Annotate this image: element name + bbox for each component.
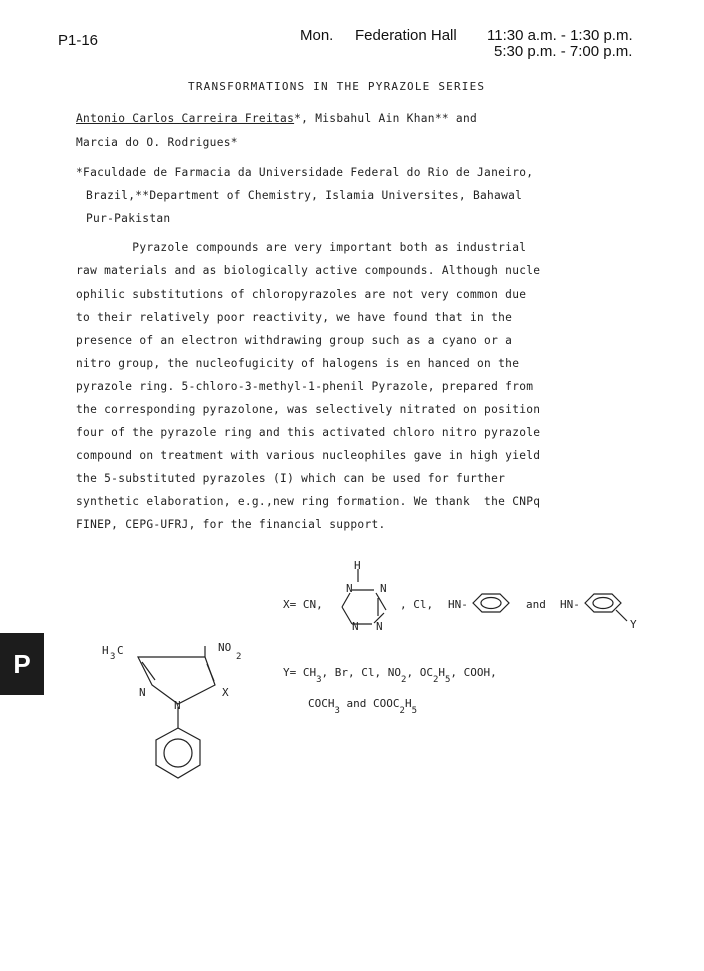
pyrazole-ring bbox=[138, 657, 215, 704]
y-substituent: Y bbox=[630, 618, 637, 631]
abstract-line: FINEP, CEPG-UFRJ, for the financial support. bbox=[76, 518, 386, 531]
phenyl-ring-1 bbox=[473, 594, 509, 612]
methyl-c: C bbox=[117, 644, 124, 657]
x-prefix: X= CN, bbox=[283, 598, 323, 611]
abstract-line: synthetic elaboration, e.g.,new ring formation. We thank the CNPq bbox=[76, 495, 541, 508]
x-and: and bbox=[526, 598, 546, 611]
triazole-n: N bbox=[380, 582, 387, 595]
authors-line-1 bbox=[76, 112, 477, 125]
triazole-n: N bbox=[352, 620, 359, 633]
triazole-n: N bbox=[346, 582, 353, 595]
x-hn: HN- bbox=[448, 598, 468, 611]
session-code: P1-16 bbox=[58, 32, 99, 49]
phenyl-ring-n bbox=[156, 728, 200, 778]
abstract-line: the 5-substituted pyrazoles (I) which can be used for further bbox=[76, 472, 506, 485]
abstract-line: four of the pyrazole ring and this activated chloro nitro pyrazole bbox=[76, 426, 541, 439]
x-hn-2: HN- bbox=[560, 598, 580, 611]
triazole-ring bbox=[342, 569, 386, 624]
paper-title: TRANSFORMATIONS IN THE PYRAZOLE SERIES bbox=[188, 80, 486, 93]
co-authors: *, Misbahul Ain Khan** and bbox=[294, 112, 478, 125]
session-time-1: 11:30 a.m. - 1:30 p.m. bbox=[487, 27, 633, 44]
x-cl: , Cl, bbox=[400, 598, 434, 611]
ring-n-left: N bbox=[139, 686, 146, 699]
session-venue: Federation Hall bbox=[355, 27, 457, 44]
abstract-line: presence of an electron withdrawing group such as a cyano or a bbox=[76, 334, 513, 347]
first-author: Antonio Carlos Carreira Freitas bbox=[76, 112, 295, 125]
reaction-scheme bbox=[0, 550, 704, 810]
nitro-no: NO bbox=[218, 641, 232, 654]
abstract-line: Pyrazole compounds are very important both as industrial bbox=[76, 241, 527, 254]
triazole-n: N bbox=[376, 620, 383, 633]
abstract-line: pyrazole ring. 5-chloro-3-methyl-1-phenil Pyrazole, prepared from bbox=[76, 380, 534, 393]
abstract-line: ophilic substitutions of chloropyrazoles are not very common due bbox=[76, 288, 527, 301]
section-tab: P bbox=[0, 633, 44, 695]
triazole-h: H bbox=[354, 559, 361, 572]
nitro-sub: 2 bbox=[236, 652, 242, 662]
x-substituent: X bbox=[222, 686, 229, 699]
methyl-sub: 3 bbox=[110, 652, 116, 662]
ring-n-bottom: N bbox=[174, 699, 181, 712]
abstract-line: nitro group, the nucleofugicity of halogens is en hanced on the bbox=[76, 357, 520, 370]
abstract-line: raw materials and as biologically active compounds. Although nucle bbox=[76, 264, 541, 277]
abstract-line: compound on treatment with various nucleophiles gave in high yield bbox=[76, 449, 541, 462]
session-time-2: 5:30 p.m. - 7:00 p.m. bbox=[494, 43, 633, 60]
session-day: Mon. bbox=[300, 27, 334, 44]
y-line-1: $Y= CH_3$, Br, Cl, $NO_2$, $OC_2H_5$, COOH, bbox=[283, 666, 497, 685]
phenyl-ring-2 bbox=[585, 594, 621, 612]
abstract-line: the corresponding pyrazolone, was selectively nitrated on position bbox=[76, 403, 541, 416]
abstract-line: to their relatively poor reactivity, we have found that in the bbox=[76, 311, 513, 324]
y-line-2: $COCH_3$ and $COOC_2H_5$ bbox=[308, 697, 417, 716]
affiliation-line: Brazil,**Department of Chemistry, Islamia Universites, Bahawal bbox=[86, 189, 523, 202]
authors-line-2: Marcia do O. Rodrigues* bbox=[76, 136, 238, 149]
affiliation-line: *Faculdade de Farmacia da Universidade Federal do Rio de Janeiro, bbox=[76, 166, 534, 179]
methyl-h: H bbox=[102, 644, 109, 657]
affiliation-line: Pur-Pakistan bbox=[86, 212, 171, 225]
